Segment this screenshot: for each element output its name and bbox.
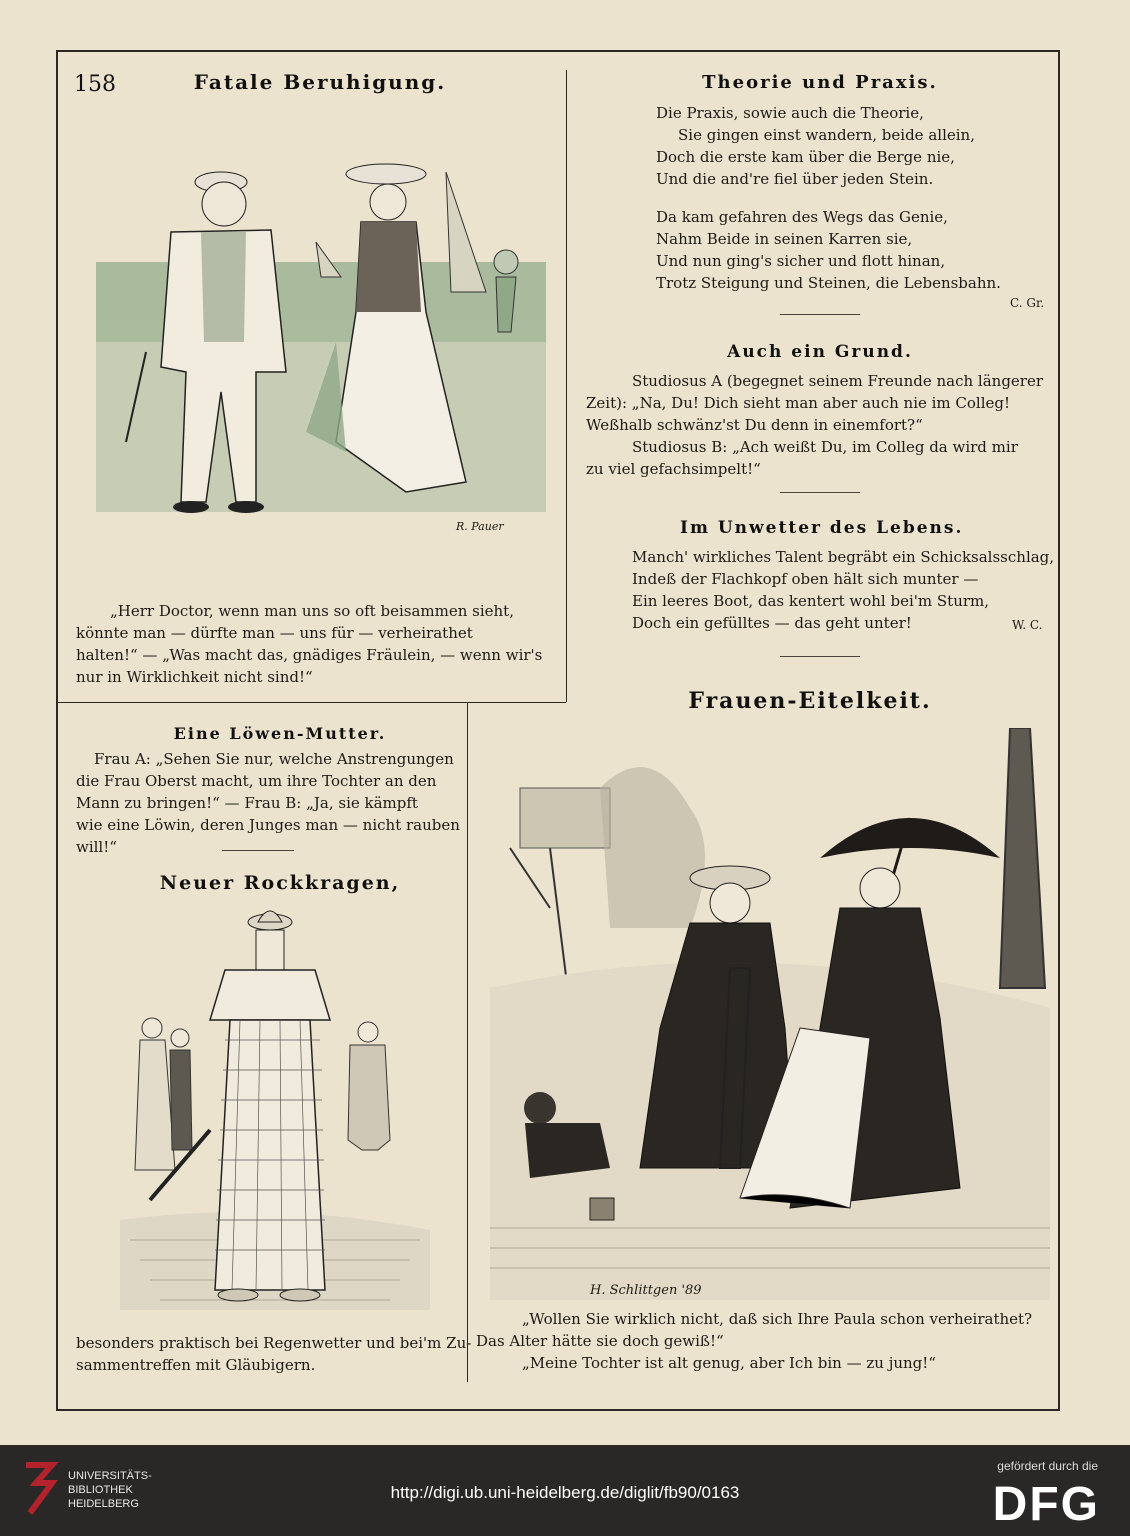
theorie-line-5: Da kam gefahren des Wegs das Genie, — [656, 208, 948, 226]
unwetter-line-2: Indeß der Flachkopf oben hält sich munter — — [632, 570, 979, 588]
fatale-line-4: nur in Wirklichkeit nicht sind!“ — [76, 668, 313, 686]
horizontal-divider-left — [58, 702, 566, 703]
frauen-signature: H. Schlittgen '89 — [590, 1283, 702, 1298]
theorie-author: C. Gr. — [1010, 296, 1045, 310]
rockkragen-line-1: besonders praktisch bei Regenwetter und bei'm Zu- — [76, 1334, 472, 1352]
footer-bar — [0, 1445, 1130, 1536]
page-number: 158 — [74, 72, 116, 97]
theorie-title: Theorie und Praxis. — [702, 72, 938, 93]
loewen-line-5: will!“ — [76, 838, 117, 856]
illustration-park-women — [490, 728, 1050, 1300]
theorie-line-6: Nahm Beide in seinen Karren sie, — [656, 230, 913, 248]
frauen-line-3: „Meine Tochter ist alt genug, aber Ich bin — zu jung!“ — [522, 1354, 936, 1372]
theorie-line-1: Die Praxis, sowie auch die Theorie, — [656, 104, 924, 122]
loewen-line-2: die Frau Oberst macht, um ihre Tochter an den — [76, 772, 437, 790]
loewen-line-1: Frau A: „Sehen Sie nur, welche Anstrengungen — [94, 750, 454, 768]
unwetter-line-3: Ein leeres Boot, das kentert wohl bei'm Sturm, — [632, 592, 990, 610]
fatale-signature: R. Pauer — [456, 520, 504, 533]
rockkragen-title: Neuer Rockkragen, — [159, 872, 401, 894]
frauen-title: Frauen-Eitelkeit. — [688, 688, 932, 714]
grund-line-1: Studiosus A (begegnet seinem Freunde nach längerer — [632, 372, 1044, 390]
loewen-line-4: wie eine Löwin, deren Junges man — nicht rauben — [76, 816, 460, 834]
column-divider-top — [566, 70, 567, 702]
theorie-stanza-1 — [656, 102, 975, 190]
theorie-line-2: Sie gingen einst wandern, beide allein, — [678, 126, 975, 144]
theorie-stanza-2 — [656, 206, 1001, 294]
fatale-line-1: „Herr Doctor, wenn man uns so oft beisammen sieht, — [110, 602, 514, 620]
illustration-rain-coat — [110, 900, 440, 1320]
theorie-line-8: Trotz Steigung und Steinen, die Lebensbahn. — [656, 274, 1001, 292]
rockkragen-line-2: sammentreffen mit Gläubigern. — [76, 1356, 316, 1374]
fatale-line-2: könnte man — dürfte man — uns für — verheirathet — [76, 624, 473, 642]
grund-line-4: Studiosus B: „Ach weißt Du, im Colleg da wird mir — [632, 438, 1018, 456]
unwetter-author: W. C. — [1012, 618, 1043, 632]
loewen-title: Eine Löwen-Mutter. — [173, 724, 387, 743]
rule-1 — [780, 314, 860, 315]
loewen-line-3: Mann zu bringen!“ — Frau B: „Ja, sie kämpft — [76, 794, 418, 812]
fatale-line-3: halten!“ — „Was macht das, gnädiges Fräulein, — wenn wir's — [76, 646, 543, 664]
unwetter-line-1: Manch' wirkliches Talent begräbt ein Schicksalsschlag, — [632, 548, 1055, 566]
grund-title: Auch ein Grund. — [727, 342, 913, 362]
grund-line-5: zu viel gefachsimpelt!“ — [586, 460, 761, 478]
grund-line-2: Zeit): „Na, Du! Dich sieht man aber auch nie im Colleg! — [586, 394, 1011, 412]
grund-line-3: Weßhalb schwänz'st Du denn in einemfort?“ — [586, 416, 923, 434]
institution-line-1: UNIVERSITÄTS- — [68, 1470, 152, 1482]
institution-line-2: BIBLIOTHEK — [68, 1484, 133, 1496]
frauen-line-2: Das Alter hätte sie doch gewiß!“ — [476, 1332, 724, 1350]
rule-4 — [222, 850, 294, 851]
source-url-link[interactable]: http://digi.ub.uni-heidelberg.de/diglit/fb90/0163 — [390, 1483, 740, 1502]
theorie-line-4: Und die and're fiel über jeden Stein. — [656, 170, 934, 188]
rule-3 — [780, 656, 860, 657]
dfg-logo: DFG — [992, 1478, 1100, 1531]
institution-line-3: HEIDELBERG — [68, 1498, 139, 1510]
theorie-line-3: Doch die erste kam über die Berge nie, — [656, 148, 955, 166]
column-divider-bottom — [467, 702, 468, 1382]
funding-note: gefördert durch die — [997, 1459, 1098, 1473]
theorie-line-7: Und nun ging's sicher und flott hinan, — [656, 252, 946, 270]
unwetter-line-4: Doch ein gefülltes — das geht unter! — [632, 614, 912, 632]
frauen-line-1: „Wollen Sie wirklich nicht, daß sich Ihre Paula schon verheirathet? — [522, 1310, 1033, 1328]
unwetter-title: Im Unwetter des Lebens. — [680, 518, 964, 538]
fatale-title: Fatale Beruhigung. — [193, 70, 447, 94]
rule-2 — [780, 492, 860, 493]
